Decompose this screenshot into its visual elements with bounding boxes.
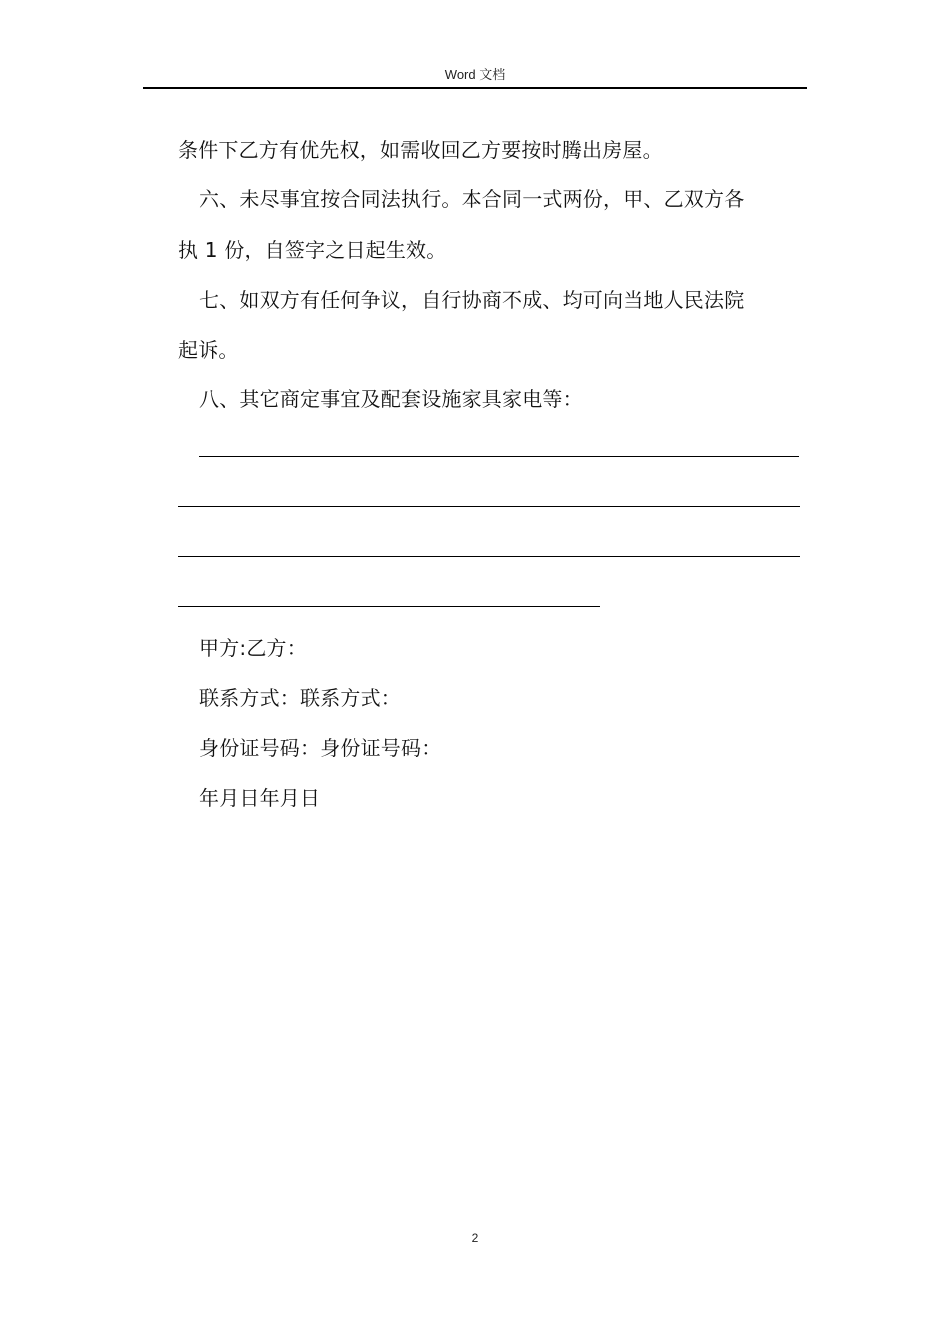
- signature-parties: 甲方:乙方：: [199, 636, 307, 660]
- page-header-title: Word 文档: [444, 67, 506, 82]
- paragraph-line: 执 1 份，自签字之日起生效。: [178, 238, 447, 262]
- signature-id-number: 身份证号码：身份证号码：: [199, 736, 442, 760]
- blank-fill-line: [199, 456, 799, 457]
- header-divider: [143, 87, 807, 89]
- paragraph-line: 七、如双方有任何争议，自行协商不成、均可向当地人民法院: [199, 288, 745, 312]
- paragraph-line: 起诉。: [178, 338, 239, 362]
- page-number: 2: [471, 1231, 479, 1245]
- paragraph-line: 六、未尽事宜按合同法执行。本合同一式两份，甲、乙双方各: [199, 187, 745, 211]
- signature-date: 年月日年月日: [199, 786, 321, 810]
- blank-fill-line: [178, 556, 800, 557]
- paragraph-line: 八、其它商定事宜及配套设施家具家电等：: [199, 387, 583, 411]
- signature-contact: 联系方式：联系方式：: [199, 686, 401, 710]
- paragraph-line: 条件下乙方有优先权，如需收回乙方要按时腾出房屋。: [178, 138, 663, 162]
- blank-fill-line: [178, 606, 600, 607]
- blank-fill-line: [178, 506, 800, 507]
